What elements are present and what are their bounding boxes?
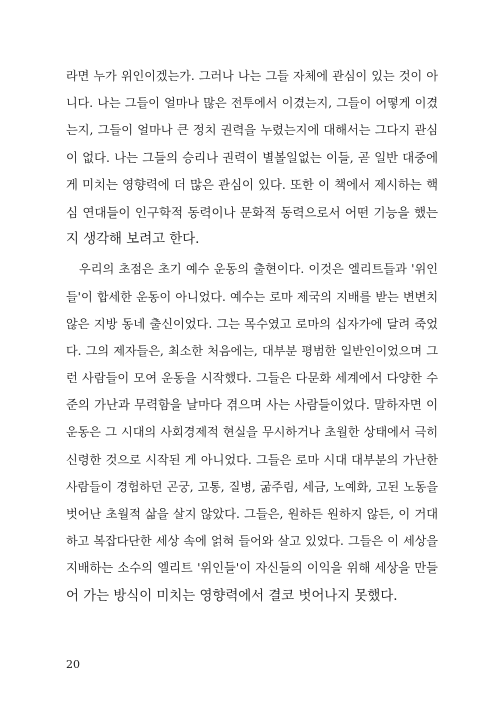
text-line: 어 가는 방식이 미치는 영향력에서 결코 벗어나지 못했다.: [66, 588, 398, 604]
paragraph-2: [66, 256, 438, 609]
text-line: 들'이 합세한 운동이 아니었다. 예수는 로마 제국의 지배를 받는 변변치: [66, 289, 438, 304]
text-line: 벗어난 초월적 삶을 살지 않았다. 그들은, 원하든 원하지 않든, 이 거대: [66, 507, 438, 521]
text-line: 이 없다. 나는 그들의 승리나 권력이 별볼일없는 이들, 곧 일반 대중에: [66, 150, 438, 165]
text-line: 니다. 나는 그들이 얼마나 많은 전투에서 이겼는지, 그들이 어떻게 이겼: [66, 96, 438, 111]
paragraph-1: [66, 63, 438, 253]
text-line: 운동은 그 시대의 사회경제적 현실을 무시하거나 초월한 상태에서 극히: [66, 425, 438, 440]
text-line: 는지, 그들이 얼마나 큰 정치 권력을 누렸는지에 대해서는 그다지 관심: [66, 123, 438, 138]
text-line: 사람들이 경험하던 곤궁, 고통, 질병, 굶주림, 세금, 노예화, 고된 노동을: [66, 479, 438, 494]
text-line: 다. 그의 제자들은, 최소한 처음에는, 대부분 평범한 일반인이었으며 그: [66, 343, 438, 358]
text-line: 않은 지방 동네 출신이었다. 그는 목수였고 로마의 십자가에 달려 죽었: [66, 316, 438, 331]
text-line: 우리의 초점은 초기 예수 운동의 출현이다. 이것은 엘리트들과 '위인: [79, 262, 438, 277]
text-line: 런 사람들이 모여 운동을 시작했다. 그들은 다문화 세계에서 다양한 수: [66, 371, 438, 386]
text-line: 준의 가난과 무력함을 날마다 겪으며 사는 사람들이었다. 말하자면 이: [66, 398, 438, 413]
text-line: 게 미치는 영향력에 더 많은 관심이 있다. 또한 이 책에서 제시하는 핵: [66, 177, 438, 192]
body-text: [66, 63, 438, 610]
page-number: 20: [66, 658, 80, 671]
text-line: 지배하는 소수의 엘리트 '위인들'이 자신들의 이익을 위해 세상을 만들: [66, 561, 438, 576]
text-line: 지 생각해 보려고 한다.: [66, 232, 200, 248]
text-line: 하고 복잡다단한 세상 속에 얽혀 들어와 살고 있었다. 그들은 이 세상을: [66, 534, 438, 549]
text-line: 신령한 것으로 시작된 게 아니었다. 그들은 로마 시대 대부분의 가난한: [66, 452, 438, 467]
text-line: 심 연대들이 인구학적 동력이나 문화적 동력으로서 어떤 기능을 했는: [66, 204, 438, 220]
text-line: 라면 누가 위인이겠는가. 그러나 나는 그들 자체에 관심이 있는 것이 아: [66, 69, 438, 83]
